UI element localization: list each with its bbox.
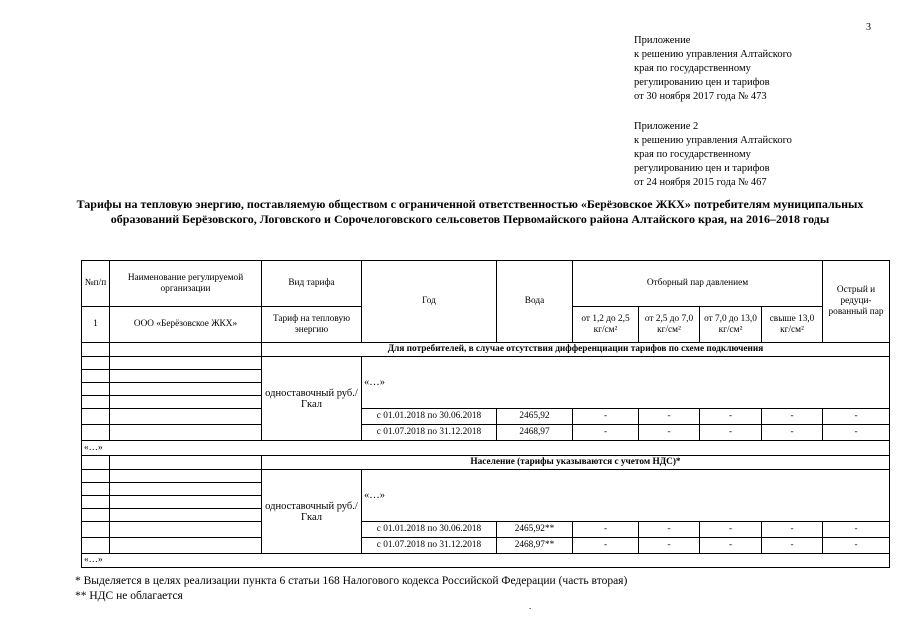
- steam-3-value: -: [700, 409, 762, 425]
- steam-3-value: -: [700, 538, 762, 554]
- table-row: [82, 357, 890, 370]
- sharp-steam-value: -: [823, 538, 890, 554]
- document-title: Тарифы на тепловую энергию, поставляемую обществом с ограниченной ответственностью «Берёзовское ЖКХ» потребителям муниципальных образований Берёзовского, Логовского и Сорочелоговского сельсоветов Первомайского района Алтайского края, на 2016–2018 годы: [76, 197, 864, 226]
- steam-4-value: -: [762, 538, 823, 554]
- steam-4-value: -: [762, 425, 823, 441]
- ellipsis-row-text: «…»: [82, 441, 890, 456]
- header-num: №п/п: [82, 261, 110, 307]
- sharp-steam-value: -: [823, 425, 890, 441]
- steam-2-value: -: [639, 522, 700, 538]
- header-steam-1: от 1,2 до 2,5 кг/см²: [573, 307, 639, 343]
- header-org: Наименование регулируемой организации: [110, 261, 262, 307]
- stray-dot: .: [529, 601, 532, 611]
- section-1-title: Для потребителей, в случае отсутствия дифференциации тарифов по схеме подключения: [262, 343, 890, 357]
- tariff-table: [81, 260, 890, 568]
- steam-3-value: -: [700, 425, 762, 441]
- steam-2-value: -: [639, 538, 700, 554]
- section-2-title: Население (тарифы указываются с учетом НДС)*: [262, 456, 890, 470]
- table-row: [82, 425, 890, 441]
- appendix-1-line: регулированию цен и тарифов: [634, 77, 770, 88]
- header-steam: Отборный пар давлением: [573, 261, 823, 307]
- header-steam-2: от 2,5 до 7,0 кг/см²: [639, 307, 700, 343]
- appendix-1-block: [634, 34, 792, 104]
- steam-1-value: -: [573, 538, 639, 554]
- header-sharp-steam: Острый и редуци-рованный пар: [823, 261, 890, 343]
- header-steam-4: свыше 13,0 кг/см²: [762, 307, 823, 343]
- appendix-1-line: к решению управления Алтайского: [634, 49, 792, 60]
- sharp-steam-value: -: [823, 522, 890, 538]
- period-cell: с 01.07.2018 по 31.12.2018: [362, 538, 497, 554]
- org-tariff: Тариф на тепловую энергию: [262, 307, 362, 343]
- section-1-ellipsis: «…»: [362, 357, 890, 409]
- appendix-2-block: [634, 120, 792, 190]
- table-row: [82, 470, 890, 483]
- water-value: 2468,97**: [497, 538, 573, 554]
- table-row: [82, 409, 890, 425]
- appendix-1-line: Приложение: [634, 35, 691, 46]
- sharp-steam-value: -: [823, 409, 890, 425]
- footnote-no-vat: ** НДС не облагается: [75, 590, 183, 602]
- steam-1-value: -: [573, 522, 639, 538]
- header-steam-3: от 7,0 до 13,0 кг/см²: [700, 307, 762, 343]
- section-title-row: [82, 456, 890, 470]
- org-name: ООО «Берёзовское ЖКХ»: [110, 307, 262, 343]
- steam-1-value: -: [573, 425, 639, 441]
- ellipsis-row: [82, 441, 890, 456]
- ellipsis-row: [82, 554, 890, 568]
- steam-4-value: -: [762, 522, 823, 538]
- appendix-2-line: от 24 ноября 2015 года № 467: [634, 177, 767, 188]
- appendix-1-line: края по государственному: [634, 63, 751, 74]
- table-row: [82, 538, 890, 554]
- period-cell: с 01.01.2018 по 30.06.2018: [362, 409, 497, 425]
- header-water: Вода: [497, 261, 573, 343]
- ellipsis-row-text: «…»: [82, 554, 890, 568]
- steam-2-value: -: [639, 409, 700, 425]
- steam-2-value: -: [639, 425, 700, 441]
- section-2-ellipsis: «…»: [362, 470, 890, 522]
- page-number: 3: [866, 22, 871, 33]
- footnote-vat: * Выделяется в целях реализации пункта 6 статьи 168 Налогового кодекса Российской Федерации (часть вторая): [75, 575, 628, 587]
- appendix-2-line: Приложение 2: [634, 121, 699, 132]
- appendix-2-line: регулированию цен и тарифов: [634, 163, 770, 174]
- table-row: [82, 522, 890, 538]
- water-value: 2465,92**: [497, 522, 573, 538]
- steam-3-value: -: [700, 522, 762, 538]
- section-title-row: [82, 343, 890, 357]
- water-value: 2468,97: [497, 425, 573, 441]
- water-value: 2465,92: [497, 409, 573, 425]
- appendix-2-line: края по государственному: [634, 149, 751, 160]
- header-year: Год: [362, 261, 497, 343]
- appendix-2-line: к решению управления Алтайского: [634, 135, 792, 146]
- section-1-rate-type: одноставочный руб./Гкал: [262, 357, 362, 441]
- section-2-rate-type: одноставочный руб./Гкал: [262, 470, 362, 554]
- header-row: [82, 261, 890, 307]
- steam-4-value: -: [762, 409, 823, 425]
- period-cell: с 01.01.2018 по 30.06.2018: [362, 522, 497, 538]
- org-num: 1: [82, 307, 110, 343]
- header-tariff-type: Вид тарифа: [262, 261, 362, 307]
- appendix-1-line: от 30 ноября 2017 года № 473: [634, 91, 767, 102]
- steam-1-value: -: [573, 409, 639, 425]
- footnotes: [75, 574, 627, 604]
- period-cell: с 01.07.2018 по 31.12.2018: [362, 425, 497, 441]
